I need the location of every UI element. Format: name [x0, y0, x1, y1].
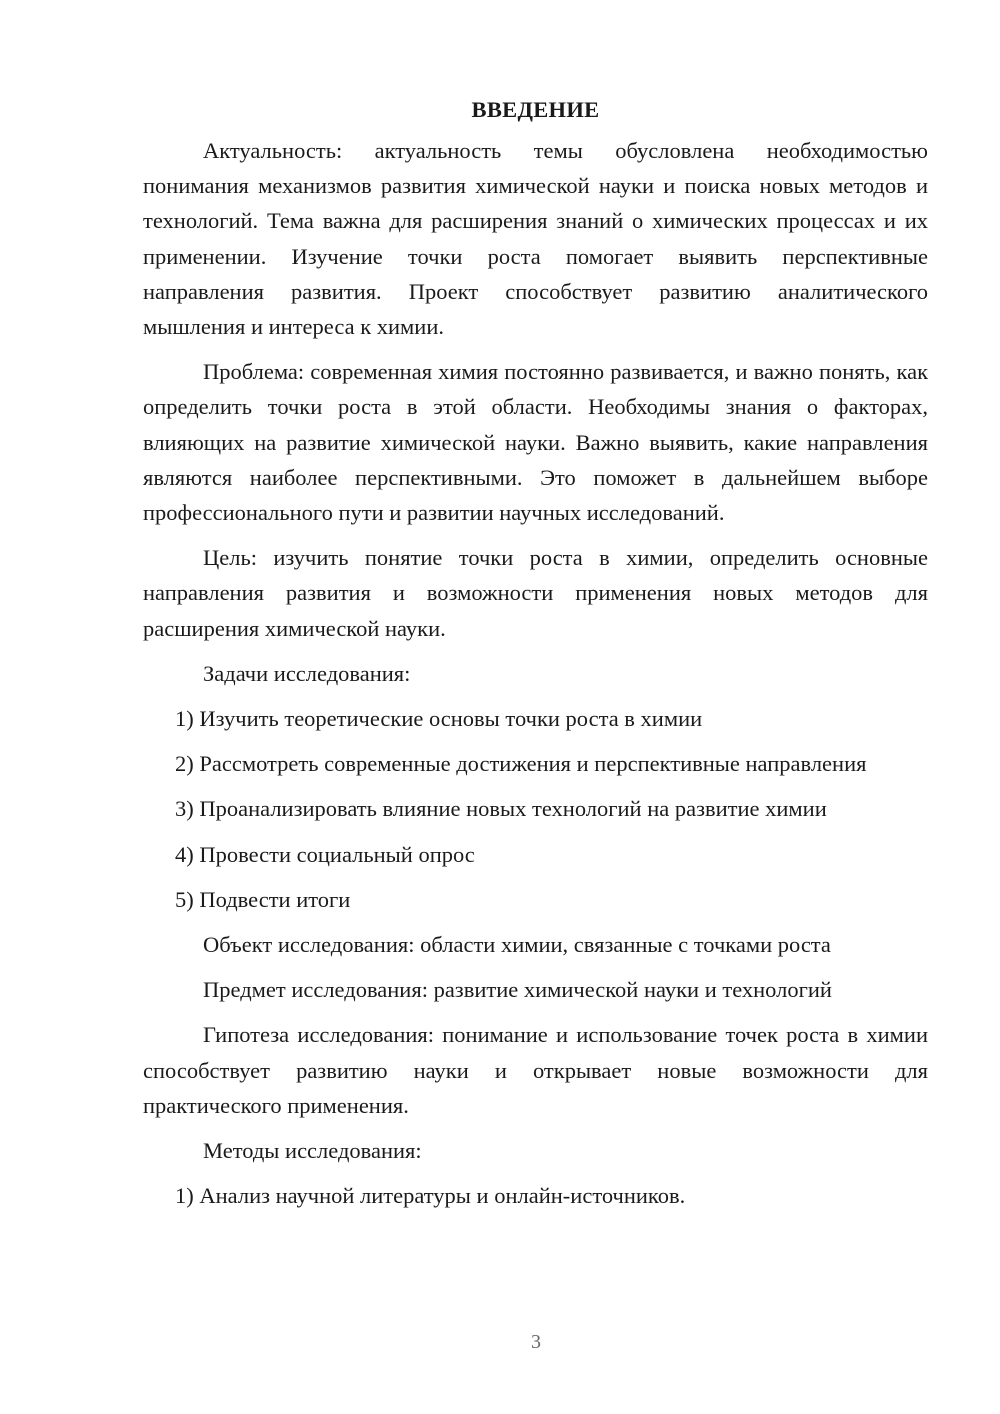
- relevance-paragraph: Актуальность: актуальность темы обусловлена необходимостью понимания механизмов развития химической науки и поиска новых методов и технологий. Тема важна для расширения знаний о химических процессах и их применении. Изучение точки роста помогает выявить перспективные направления развития. Проект способствует развитию аналитического мышления и интереса к химии.: [143, 138, 928, 340]
- research-object: Объект исследования: области химии, связанные с точками роста: [203, 932, 831, 958]
- task-item-1: 1) Изучить теоретические основы точки роста в химии: [175, 706, 703, 732]
- problem-paragraph: Проблема: современная химия постоянно развивается, и важно понять, как определить точки роста в этой области. Необходимы знания о факторах, влияющих на развитие химической науки. Важно выявить, какие направления являются наиболее перспективными. Это поможет в дальнейшем выборе профессионального пути и развитии научных исследований.: [143, 359, 928, 526]
- tasks-heading: Задачи исследования:: [203, 660, 411, 686]
- task-item-4: 4) Провести социальный опрос: [175, 841, 475, 867]
- hypothesis-paragraph: Гипотеза исследования: понимание и использование точек роста в химии способствует развитию науки и открывает новые возможности для практического применения.: [143, 1022, 928, 1118]
- goal-paragraph: Цель: изучить понятие точки роста в химии, определить основные направления развития и возможности применения новых методов для расширения химической науки.: [143, 545, 928, 641]
- task-item-3: 3) Проанализировать влияние новых технологий на развитие химии: [175, 796, 827, 822]
- page-number: 3: [531, 1331, 541, 1353]
- method-item-1: 1) Анализ научной литературы и онлайн-источников.: [175, 1183, 686, 1209]
- task-item-2: 2) Рассмотреть современные достижения и перспективные направления: [175, 751, 867, 777]
- methods-heading: Методы исследования:: [203, 1138, 422, 1164]
- research-subject: Предмет исследования: развитие химической науки и технологий: [203, 977, 832, 1003]
- page-content: [143, 92, 928, 1223]
- section-title: ВВЕДЕНИЕ: [471, 97, 600, 122]
- task-item-5: 5) Подвести итоги: [175, 886, 351, 912]
